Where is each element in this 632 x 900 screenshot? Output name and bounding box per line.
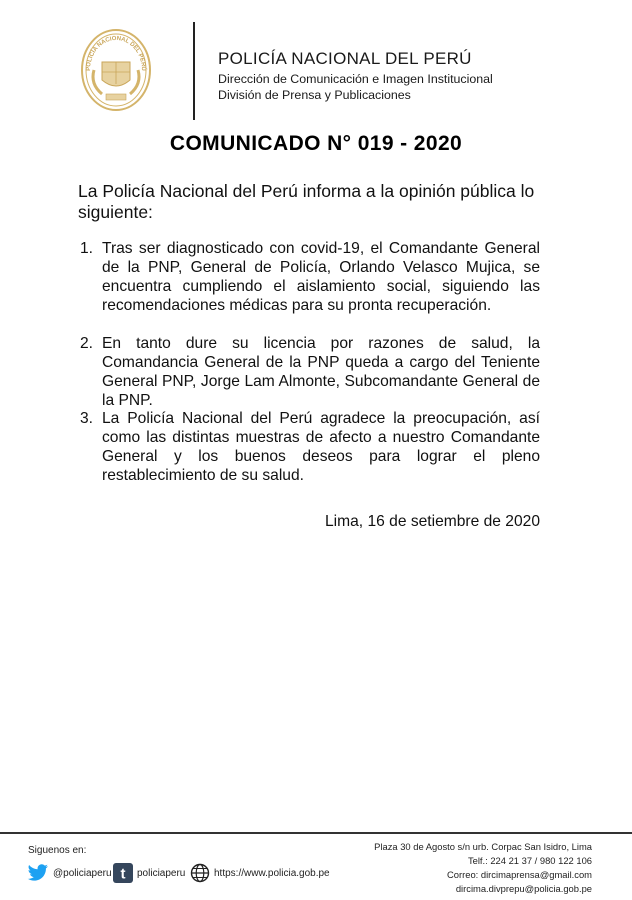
list-item	[80, 239, 540, 315]
list-item-number: 2.	[80, 335, 94, 352]
follow-us-label: Siguenos en:	[28, 845, 87, 856]
svg-text:POLICÍA NACIONAL DEL PERÚ: POLICÍA NACIONAL DEL PERÚ	[85, 35, 147, 71]
department-line-2: División de Prensa y Publicaciones	[218, 88, 411, 102]
tumblr-icon	[113, 863, 133, 883]
list-item-text: La Policía Nacional del Perú agradece la preocupación, así como las distintas muestras de afecto a nuestro Comandante General y los buenos deseos para lograr el pleno restablecimiento de su salud.	[102, 410, 540, 484]
list-item-text: Tras ser diagnosticado con covid-19, el Comandante General de la PNP, General de Policía, Orlando Velasco Mujica, se encuentra cumpliendo el aislamiento social, siguiendo las recomendaciones médicas para su pronta recuperación.	[102, 240, 540, 314]
address: Plaza 30 de Agosto s/n urb. Corpac San Isidro, Lima	[374, 841, 592, 852]
organization-name: POLICÍA NACIONAL DEL PERÚ	[218, 49, 472, 68]
list-item-number: 1.	[80, 240, 94, 257]
email-secondary: dircima.divprepu@policia.gob.pe	[455, 883, 592, 894]
website-link[interactable]	[190, 862, 330, 884]
document-date: Lima, 16 de setiembre de 2020	[325, 513, 540, 530]
twitter-link[interactable]	[27, 862, 112, 884]
header-divider	[193, 22, 195, 120]
header-organization	[218, 49, 493, 103]
list-item-text: En tanto dure su licencia por razones de salud, la Comandancia General de la PNP queda a cargo del Teniente General PNP, Jorge Lam Almonte, Subcomandante General de la PNP.	[102, 335, 540, 409]
svg-text:t: t	[120, 865, 126, 883]
document-title: COMUNICADO N° 019 - 2020	[169, 132, 463, 155]
twitter-icon	[27, 864, 49, 882]
list-item-number: 3.	[80, 410, 94, 427]
tumblr-link[interactable]	[113, 862, 185, 884]
list-item	[80, 409, 540, 485]
email-primary: Correo: dircimaprensa@gmail.com	[447, 869, 592, 880]
intro-paragraph: La Policía Nacional del Perú informa a la opinión pública lo siguiente:	[78, 181, 535, 222]
department-line-1: Dirección de Comunicación e Imagen Institucional	[218, 72, 493, 86]
pnp-seal-logo	[80, 26, 152, 112]
tumblr-handle: policiaperu	[137, 867, 186, 879]
twitter-handle: @policiaperu	[53, 867, 112, 879]
footer-divider	[0, 832, 632, 834]
phone: Telf.: 224 21 37 / 980 122 106	[467, 855, 592, 866]
contact-info	[374, 840, 592, 896]
list-item	[80, 334, 540, 410]
website-url: https://www.policia.gob.pe	[214, 867, 330, 879]
globe-icon	[190, 863, 210, 883]
